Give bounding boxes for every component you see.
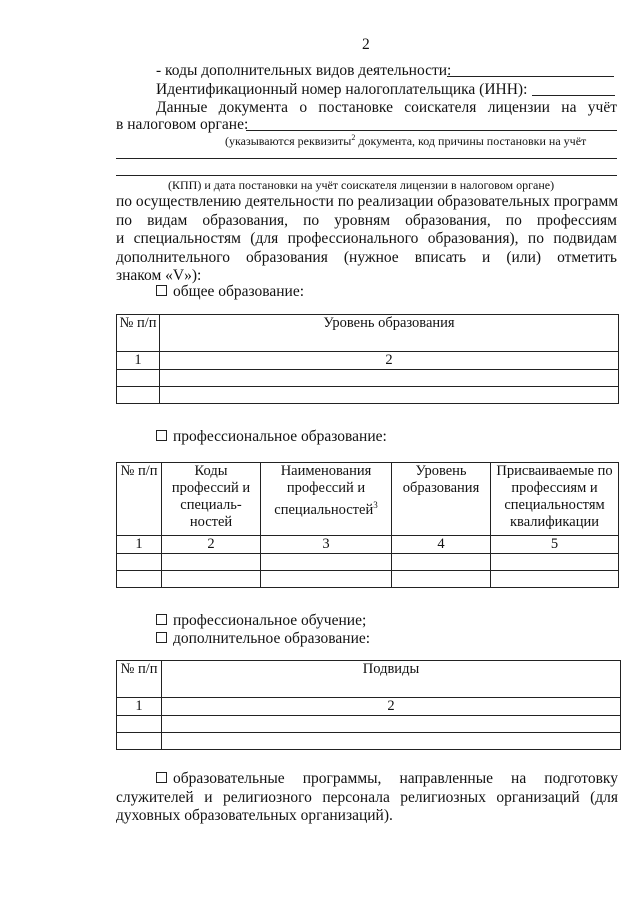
professional-education-table	[116, 462, 619, 588]
professional-education-checkbox[interactable]	[156, 430, 167, 441]
table-row	[117, 716, 621, 733]
table-header: Наименования профессий и специальностей$^3$	[261, 463, 392, 536]
table-header: № п/п	[117, 463, 162, 536]
additional-education-table	[116, 660, 621, 750]
registration-hint-2: (КПП) и дата постановки на учёт соискателя лицензии в налоговом органе)	[168, 178, 555, 192]
column-number: 2	[160, 352, 619, 370]
table-row	[117, 571, 619, 588]
religious-line: служителей и религиозного персонала религиозных организаций (для	[116, 788, 618, 806]
table-row	[117, 733, 621, 750]
intro-line: и специальностям (для профессионального образования), по подвидам	[116, 230, 617, 247]
intro-line: по видам образования, по уровням образования, по профессиям	[116, 211, 617, 229]
table-header: Коды профессий и специаль-ностей	[162, 463, 261, 536]
professional-training-checkbox[interactable]	[156, 614, 167, 625]
intro-paragraph	[116, 193, 617, 286]
table-header: № п/п	[117, 661, 162, 698]
additional-codes-label: - коды дополнительных видов деятельности:	[156, 62, 452, 79]
column-number: 1	[117, 698, 162, 716]
religious-programs-option[interactable]	[116, 770, 618, 826]
column-number: 2	[162, 698, 621, 716]
column-number: 1	[117, 352, 160, 370]
professional-education-label: профессиональное образование:	[173, 428, 387, 445]
registration-label-cont: в налоговом органе:	[116, 116, 249, 133]
inn-field[interactable]	[532, 95, 615, 96]
table-row	[117, 370, 619, 387]
column-number: 2	[162, 536, 261, 554]
table-header: № п/п	[117, 315, 160, 352]
religious-programs-checkbox[interactable]	[156, 772, 167, 783]
intro-line: знаком «V»):	[116, 267, 202, 284]
tax-registration-field-3[interactable]	[116, 175, 617, 176]
additional-education-label: дополнительное образование:	[173, 630, 371, 647]
additional-codes-field[interactable]	[447, 76, 614, 77]
table-header: Подвиды	[162, 661, 621, 698]
table-header: Уровень образования	[160, 315, 619, 352]
table-header: Уровень образования	[392, 463, 491, 536]
registration-hint-1: (указываются реквизиты$^2$ документа, код причины постановки на учёт	[225, 133, 587, 148]
general-education-checkbox[interactable]	[156, 285, 167, 296]
intro-line: по осуществлению деятельности по реализации образовательных программ	[116, 193, 619, 210]
table-row	[117, 554, 619, 571]
intro-line: дополнительного образования (нужное вписать и (или) отметить	[116, 248, 617, 266]
column-number: 5	[491, 536, 619, 554]
religious-line: духовных образовательных организаций).	[116, 807, 393, 824]
general-education-label: общее образование:	[173, 283, 305, 300]
table-header: Присваиваемые по профессиям и специальностям квалификации	[491, 463, 619, 536]
registration-label: Данные документа о постановке соискателя лицензии на учёт	[156, 99, 617, 116]
column-number: 4	[392, 536, 491, 554]
tax-registration-field-2[interactable]	[116, 158, 617, 159]
additional-education-option[interactable]	[156, 630, 370, 648]
tax-registration-field[interactable]	[246, 130, 617, 131]
professional-training-option[interactable]	[156, 612, 366, 630]
general-education-option[interactable]	[156, 283, 304, 301]
professional-education-option[interactable]	[156, 428, 387, 446]
religious-line: образовательные программы, направленные на подготовку	[173, 770, 618, 787]
page-number: 2	[362, 36, 370, 53]
column-number: 1	[117, 536, 162, 554]
table-row	[117, 387, 619, 404]
column-number: 3	[261, 536, 392, 554]
additional-education-checkbox[interactable]	[156, 632, 167, 643]
general-education-table	[116, 314, 619, 404]
professional-training-label: профессиональное обучение;	[173, 612, 367, 629]
inn-label: Идентификационный номер налогоплательщика (ИНН):	[156, 81, 528, 98]
